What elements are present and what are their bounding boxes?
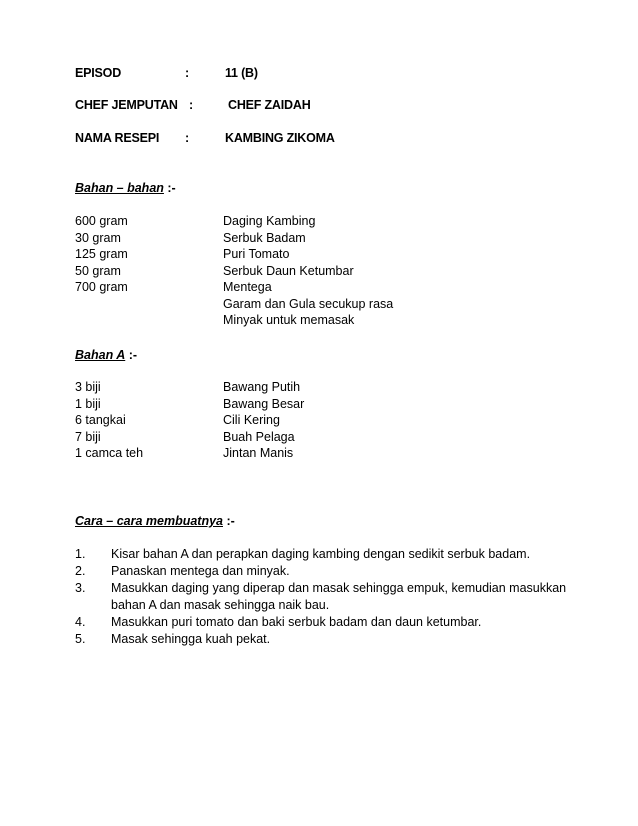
episod-label: EPISOD bbox=[75, 66, 122, 80]
ingredient-qty: 700 gram bbox=[75, 280, 128, 294]
ingredient-name: Cili Kering bbox=[223, 413, 280, 427]
episod-colon: : bbox=[185, 66, 189, 80]
list-item bbox=[75, 231, 595, 248]
ingredient-qty: 1 biji bbox=[75, 396, 101, 411]
ingredient-name: Buah Pelaga bbox=[223, 429, 295, 444]
ingredient-qty: 50 gram bbox=[75, 263, 121, 278]
chef-colon: : bbox=[189, 98, 193, 112]
list-item bbox=[75, 446, 595, 463]
ingredient-name: Garam dan Gula secukup rasa bbox=[223, 296, 394, 311]
step-item bbox=[75, 546, 575, 563]
step-text: Masukkan daging yang diperap dan masak sehingga empuk, kemudian masukkan bahan A dan masak sehingga naik bau. bbox=[111, 581, 567, 612]
ingredient-qty: 3 biji bbox=[75, 380, 101, 394]
cara-heading-suffix: :- bbox=[223, 514, 235, 528]
bahan-heading-suffix: :- bbox=[163, 181, 176, 195]
ingredient-name: Puri Tomato bbox=[223, 247, 290, 261]
episod-value: 11 (B) bbox=[225, 66, 258, 80]
list-item bbox=[75, 264, 595, 281]
step-item bbox=[75, 614, 575, 631]
step-number: 2. bbox=[75, 564, 86, 578]
step-number: 4. bbox=[75, 615, 86, 629]
step-item bbox=[75, 580, 575, 614]
step-text: Masak sehingga kuah pekat. bbox=[111, 632, 271, 646]
list-item bbox=[75, 397, 595, 414]
step-number: 3. bbox=[75, 581, 86, 595]
resepi-value: KAMBING ZIKOMA bbox=[225, 131, 335, 145]
bahan-a-heading-suffix: :- bbox=[125, 348, 138, 362]
list-item bbox=[75, 214, 595, 231]
cara-heading bbox=[75, 514, 235, 528]
ingredient-name: Mentega bbox=[223, 280, 272, 294]
step-number: 5. bbox=[75, 632, 86, 646]
ingredient-name: Daging Kambing bbox=[223, 214, 316, 228]
ingredient-qty: 7 biji bbox=[75, 429, 101, 444]
step-item bbox=[75, 631, 575, 648]
chef-value: CHEF ZAIDAH bbox=[228, 98, 311, 112]
resepi-colon: : bbox=[185, 131, 189, 145]
step-text: Kisar bahan A dan perapkan daging kambing dengan sedikit serbuk badam. bbox=[111, 547, 531, 561]
list-item bbox=[75, 247, 595, 264]
ingredient-qty: 125 gram bbox=[75, 247, 128, 261]
ingredient-name: Serbuk Badam bbox=[223, 230, 306, 245]
steps-list bbox=[75, 546, 575, 648]
step-number: 1. bbox=[75, 547, 86, 561]
bahan-a-list bbox=[75, 380, 595, 463]
chef-label: CHEF JEMPUTAN bbox=[75, 98, 178, 112]
cara-heading-text: Cara – cara membuatnya bbox=[75, 514, 223, 528]
bahan-heading bbox=[75, 181, 176, 195]
bahan-a-heading-text: Bahan A bbox=[75, 348, 126, 362]
ingredient-qty: 6 tangkai bbox=[75, 413, 126, 427]
step-text: Masukkan puri tomato dan baki serbuk badam dan daun ketumbar. bbox=[111, 615, 482, 629]
list-item bbox=[75, 313, 595, 330]
bahan-a-heading bbox=[75, 348, 137, 362]
bahan-heading-text: Bahan – bahan bbox=[75, 181, 164, 195]
bahan-list bbox=[75, 214, 595, 330]
ingredient-name: Bawang Putih bbox=[223, 380, 301, 394]
list-item bbox=[75, 280, 595, 297]
step-item bbox=[75, 563, 575, 580]
list-item bbox=[75, 297, 595, 314]
list-item bbox=[75, 413, 595, 430]
ingredient-name: Minyak untuk memasak bbox=[223, 313, 355, 327]
ingredient-name: Serbuk Daun Ketumbar bbox=[223, 263, 354, 278]
step-text: Panaskan mentega dan minyak. bbox=[111, 564, 290, 578]
ingredient-name: Jintan Manis bbox=[223, 446, 294, 460]
resepi-label: NAMA RESEPI bbox=[75, 131, 160, 145]
ingredient-qty: 600 gram bbox=[75, 214, 128, 228]
ingredient-qty: 1 camca teh bbox=[75, 446, 144, 460]
ingredient-name: Bawang Besar bbox=[223, 396, 305, 411]
list-item bbox=[75, 380, 595, 397]
list-item bbox=[75, 430, 595, 447]
ingredient-qty: 30 gram bbox=[75, 230, 121, 245]
